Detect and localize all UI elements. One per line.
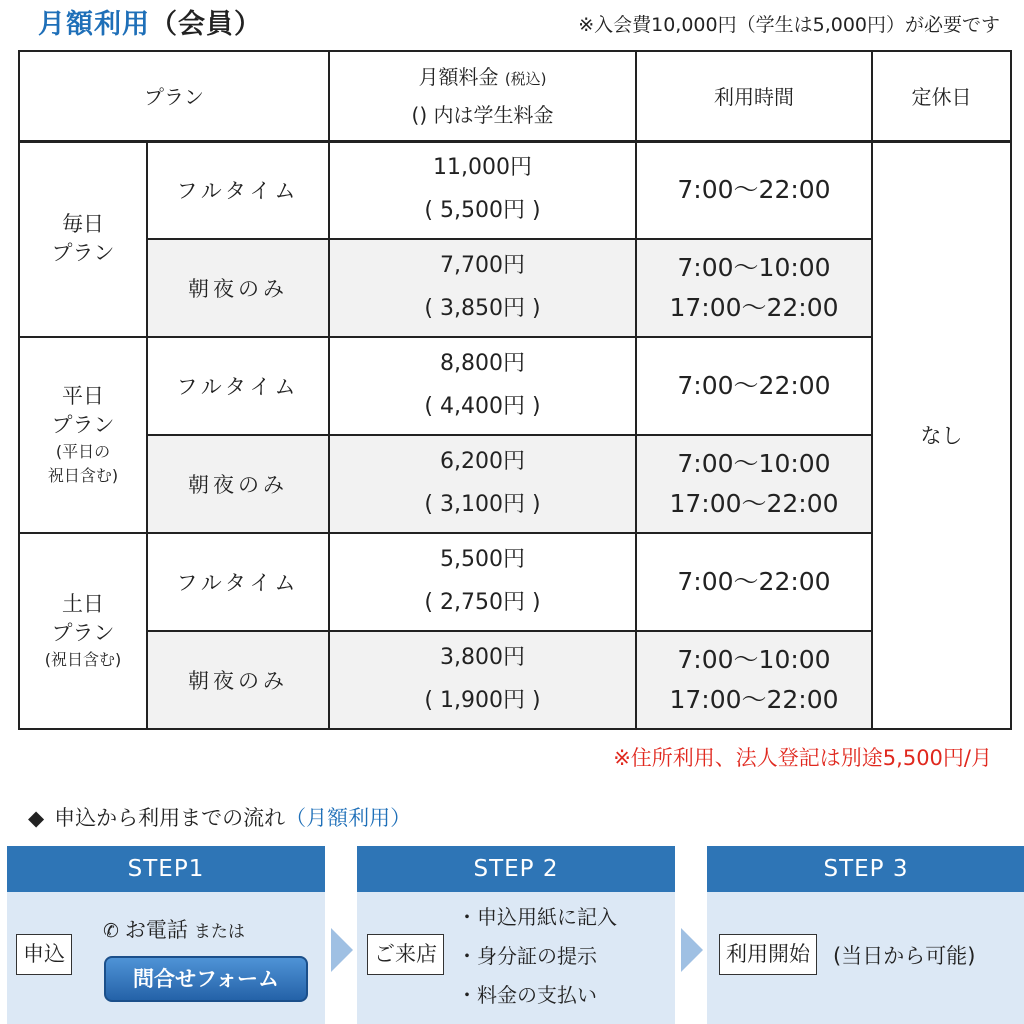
plan-name-line1: 土日 <box>62 591 104 616</box>
price-cell <box>329 435 636 533</box>
plan-name-line2: プラン <box>51 621 115 645</box>
table-row <box>19 141 1011 239</box>
price-cell <box>329 141 636 239</box>
price-cell <box>329 337 636 435</box>
flow-title-text: 申込から利用までの流れ <box>54 806 286 830</box>
table-header-row <box>19 51 1011 141</box>
price-value: 5,500円 <box>440 547 525 573</box>
plan-group-weekend <box>19 533 147 729</box>
hours-cell <box>636 533 872 631</box>
price-value: 3,800円 <box>440 645 525 671</box>
price-value: 6,200円 <box>440 449 525 475</box>
hours-value: 7:00〜10:00 <box>677 645 831 674</box>
plan-type: フルタイム <box>147 337 329 435</box>
entry-fee-note: ※入会費10,000円（学生は5,000円）が必要です <box>578 14 1000 36</box>
price-value: 8,800円 <box>440 351 525 377</box>
hours-cell <box>636 141 872 239</box>
header-hours: 利用時間 <box>636 51 872 141</box>
chevron-right-icon <box>331 928 353 972</box>
plan-name-line2: プラン <box>51 241 115 266</box>
header-holiday: 定休日 <box>872 51 1011 141</box>
phone-text: お電話 <box>124 918 188 942</box>
step-1-header: STEP1 <box>7 846 325 892</box>
phone-contact <box>103 914 245 944</box>
header-price-tax: (税込) <box>504 69 547 88</box>
hours-value: 7:00〜22:00 <box>677 175 831 205</box>
list-item: ・料金の支払い <box>457 983 597 1007</box>
student-price: ( 3,850円 ) <box>424 296 541 321</box>
header-price <box>329 51 636 141</box>
diamond-icon: ◆ <box>28 806 45 830</box>
price-table <box>18 50 1012 730</box>
hours-value-2: 17:00〜22:00 <box>669 489 839 518</box>
hours-value: 7:00〜22:00 <box>677 371 831 400</box>
price-value: 7,700円 <box>440 253 525 279</box>
holiday-cell: なし <box>872 141 1011 729</box>
plan-name-sub: (平日の <box>55 442 111 462</box>
table-row <box>19 337 1011 435</box>
address-registration-note: ※住所利用、法人登記は別途5,500円/月 <box>613 746 992 770</box>
phone-icon: ✆ <box>103 920 119 942</box>
step-1-body <box>7 892 325 1024</box>
price-cell <box>329 533 636 631</box>
hours-value-2: 17:00〜22:00 <box>669 685 839 714</box>
hours-cell <box>636 435 872 533</box>
table-row <box>19 631 1011 729</box>
price-cell <box>329 631 636 729</box>
step-2-list <box>457 898 617 1015</box>
plan-name-line2: プラン <box>51 413 115 437</box>
flow-title-paren: （月額利用） <box>285 806 412 830</box>
step-3-panel <box>707 846 1024 1024</box>
header-price-student-note: () 内は学生料金 <box>411 102 554 127</box>
plan-type: 朝夜のみ <box>147 631 329 729</box>
list-item: ・申込用紙に記入 <box>457 905 617 929</box>
hours-value: 7:00〜22:00 <box>677 567 831 596</box>
header-plan: プラン <box>19 51 329 141</box>
chevron-right-icon <box>681 928 703 972</box>
student-price: ( 5,500円 ) <box>424 198 541 224</box>
table-row <box>19 435 1011 533</box>
plan-name-line1: 毎日 <box>62 211 104 236</box>
visit-store-label: ご来店 <box>367 934 444 975</box>
plan-name-line1: 平日 <box>62 383 104 408</box>
hours-cell <box>636 631 872 729</box>
student-price: ( 1,900円 ) <box>424 688 541 713</box>
plan-type: 朝夜のみ <box>147 239 329 337</box>
plan-name-sub-2: 祝日含む) <box>47 466 119 486</box>
table-row <box>19 239 1011 337</box>
page-title-text: 月額利用 <box>38 9 150 40</box>
step-3-header: STEP 3 <box>707 846 1024 892</box>
plan-type: フルタイム <box>147 141 329 239</box>
hours-value: 7:00〜10:00 <box>677 253 831 282</box>
plan-type: 朝夜のみ <box>147 435 329 533</box>
plan-name-sub: (祝日含む) <box>44 650 122 670</box>
page-title-paren: （会員） <box>150 9 262 40</box>
price-cell <box>329 239 636 337</box>
or-text: または <box>193 922 245 942</box>
step-2-panel <box>357 846 675 1024</box>
price-value: 11,000円 <box>433 155 532 181</box>
hours-cell <box>636 239 872 337</box>
student-price: ( 4,400円 ) <box>424 394 541 419</box>
step-2-header: STEP 2 <box>357 846 675 892</box>
list-item: ・身分証の提示 <box>457 944 597 968</box>
start-use-label: 利用開始 <box>719 934 817 975</box>
plan-group-daily <box>19 141 147 337</box>
step-2-body <box>357 892 675 1024</box>
hours-cell <box>636 337 872 435</box>
contact-form-button[interactable]: 問合せフォーム <box>104 956 308 1002</box>
same-day-note: (当日から可能) <box>833 944 976 968</box>
plan-group-weekday <box>19 337 147 533</box>
hours-value-2: 17:00〜22:00 <box>669 293 839 322</box>
header-price-label: 月額料金 <box>418 64 499 89</box>
student-price: ( 2,750円 ) <box>424 590 541 615</box>
step-1-panel <box>7 846 325 1024</box>
hours-value: 7:00〜10:00 <box>677 449 831 478</box>
apply-label: 申込 <box>16 934 72 975</box>
flow-title <box>28 802 411 832</box>
student-price: ( 3,100円 ) <box>424 492 541 517</box>
table-row <box>19 533 1011 631</box>
plan-type: フルタイム <box>147 533 329 631</box>
step-3-body <box>707 892 1024 1024</box>
page-title <box>38 2 262 41</box>
